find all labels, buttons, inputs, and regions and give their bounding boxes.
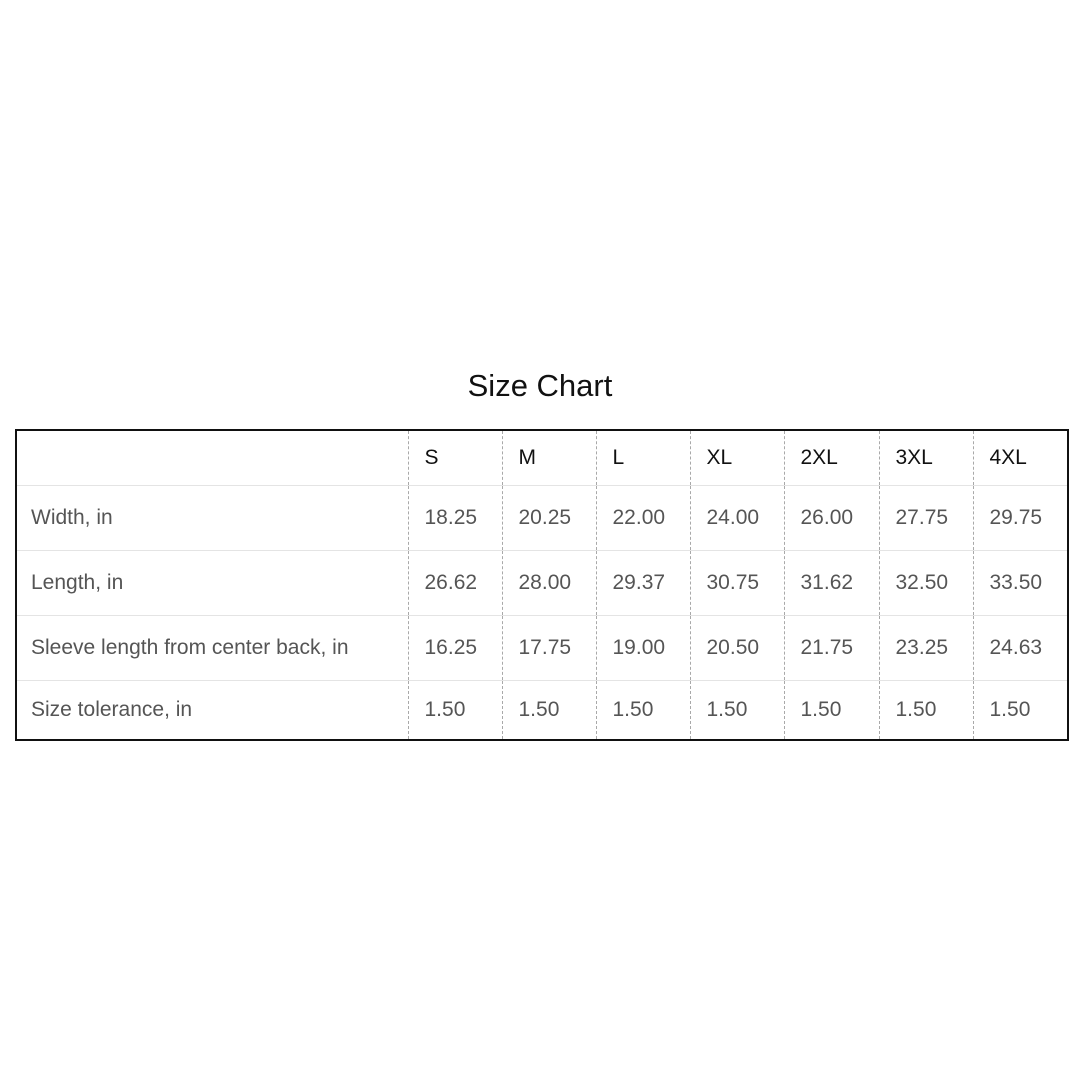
table-cell: 29.37: [596, 551, 690, 616]
row-label: Size tolerance, in: [16, 681, 408, 741]
header-row: [16, 430, 1068, 486]
table-cell: 24.00: [690, 486, 784, 551]
table-cell: 22.00: [596, 486, 690, 551]
size-chart-table: [15, 429, 1069, 741]
table-row: [16, 616, 1068, 681]
table-cell: 1.50: [973, 681, 1068, 741]
table-cell: 20.50: [690, 616, 784, 681]
table-cell: 20.25: [502, 486, 596, 551]
row-label: Sleeve length from center back, in: [16, 616, 408, 681]
size-header-s: S: [408, 430, 502, 486]
table-row: [16, 551, 1068, 616]
table-cell: 26.62: [408, 551, 502, 616]
size-header-2xl: 2XL: [784, 430, 879, 486]
table-cell: 1.50: [690, 681, 784, 741]
table-cell: 1.50: [408, 681, 502, 741]
table-cell: 18.25: [408, 486, 502, 551]
size-header-m: M: [502, 430, 596, 486]
table-cell: 30.75: [690, 551, 784, 616]
table-cell: 26.00: [784, 486, 879, 551]
table-cell: 27.75: [879, 486, 973, 551]
table-cell: 1.50: [784, 681, 879, 741]
table-cell: 32.50: [879, 551, 973, 616]
table-cell: 21.75: [784, 616, 879, 681]
table-cell: 24.63: [973, 616, 1068, 681]
table-cell: 1.50: [502, 681, 596, 741]
table-cell: 23.25: [879, 616, 973, 681]
row-label: Length, in: [16, 551, 408, 616]
table-cell: 33.50: [973, 551, 1068, 616]
size-header-3xl: 3XL: [879, 430, 973, 486]
table-cell: 17.75: [502, 616, 596, 681]
size-header-l: L: [596, 430, 690, 486]
table-cell: 19.00: [596, 616, 690, 681]
page-title: Size Chart: [467, 368, 613, 403]
size-header-xl: XL: [690, 430, 784, 486]
table-cell: 31.62: [784, 551, 879, 616]
size-header-4xl: 4XL: [973, 430, 1068, 486]
table-cell: 1.50: [879, 681, 973, 741]
corner-cell: [16, 430, 408, 486]
table-cell: 29.75: [973, 486, 1068, 551]
row-label: Width, in: [16, 486, 408, 551]
table-row: [16, 681, 1068, 741]
table-cell: 16.25: [408, 616, 502, 681]
table-cell: 1.50: [596, 681, 690, 741]
table-row: [16, 486, 1068, 551]
table-cell: 28.00: [502, 551, 596, 616]
